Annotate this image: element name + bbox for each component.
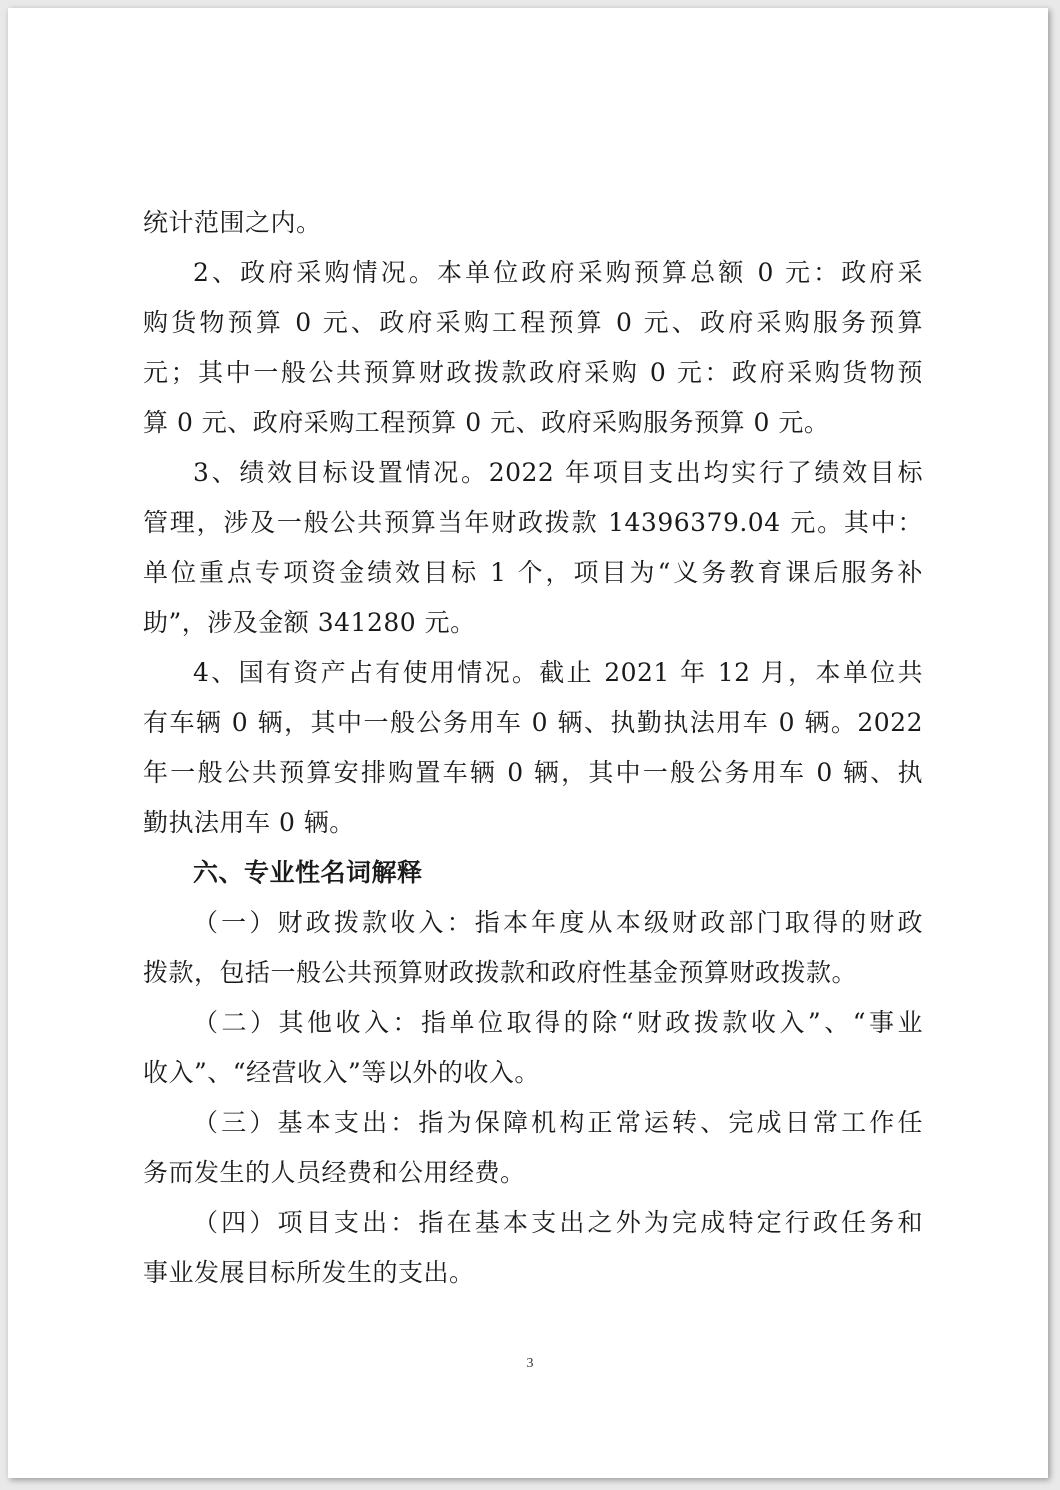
text-line: 年一般公共预算安排购置车辆 0 辆，其中一般公务用车 0 辆、执 bbox=[143, 758, 923, 787]
text-line: 2、政府采购情况。本单位政府采购预算总额 0 元：政府采 bbox=[193, 258, 923, 287]
text-line: （四）项目支出：指在基本支出之外为完成特定行政任务和 bbox=[193, 1208, 923, 1237]
section-heading: 六、专业性名词解释 bbox=[193, 858, 423, 887]
text-line: 4、国有资产占有使用情况。截止 2021 年 12 月，本单位共 bbox=[193, 658, 923, 687]
text-line: 统计范围之内。 bbox=[143, 208, 322, 237]
text-line: 3、绩效目标设置情况。2022 年项目支出均实行了绩效目标 bbox=[193, 458, 923, 487]
text-line: （一）财政拨款收入：指本年度从本级财政部门取得的财政 bbox=[193, 908, 923, 937]
text-line: 事业发展目标所发生的支出。 bbox=[143, 1258, 475, 1287]
text-line: 购货物预算 0 元、政府采购工程预算 0 元、政府采购服务预算 bbox=[143, 308, 923, 337]
text-line: 拨款，包括一般公共预算财政拨款和政府性基金预算财政拨款。 bbox=[143, 958, 858, 987]
text-line: 务而发生的人员经费和公用经费。 bbox=[143, 1158, 526, 1187]
text-line: 算 0 元、政府采购工程预算 0 元、政府采购服务预算 0 元。 bbox=[143, 408, 830, 437]
text-line: 元；其中一般公共预算财政拨款政府采购 0 元：政府采购货物预 bbox=[143, 358, 923, 387]
text-line: （三）基本支出：指为保障机构正常运转、完成日常工作任 bbox=[193, 1108, 923, 1137]
text-line: 有车辆 0 辆，其中一般公务用车 0 辆、执勤执法用车 0 辆。2022 bbox=[143, 708, 923, 737]
document-body bbox=[143, 198, 923, 1298]
text-line: 管理，涉及一般公共预算当年财政拨款 14396379.04 元。其中： bbox=[143, 508, 923, 537]
text-line: 勤执法用车 0 辆。 bbox=[143, 808, 355, 837]
text-line: 收入”、“经营收入”等以外的收入。 bbox=[143, 1058, 540, 1087]
text-line: 单位重点专项资金绩效目标 1 个，项目为“义务教育课后服务补 bbox=[143, 558, 923, 587]
page-number: 3 bbox=[526, 1356, 534, 1371]
text-line: 助”，涉及金额 341280 元。 bbox=[143, 608, 476, 637]
text-line: （二）其他收入：指单位取得的除“财政拨款收入”、“事业 bbox=[193, 1008, 923, 1037]
